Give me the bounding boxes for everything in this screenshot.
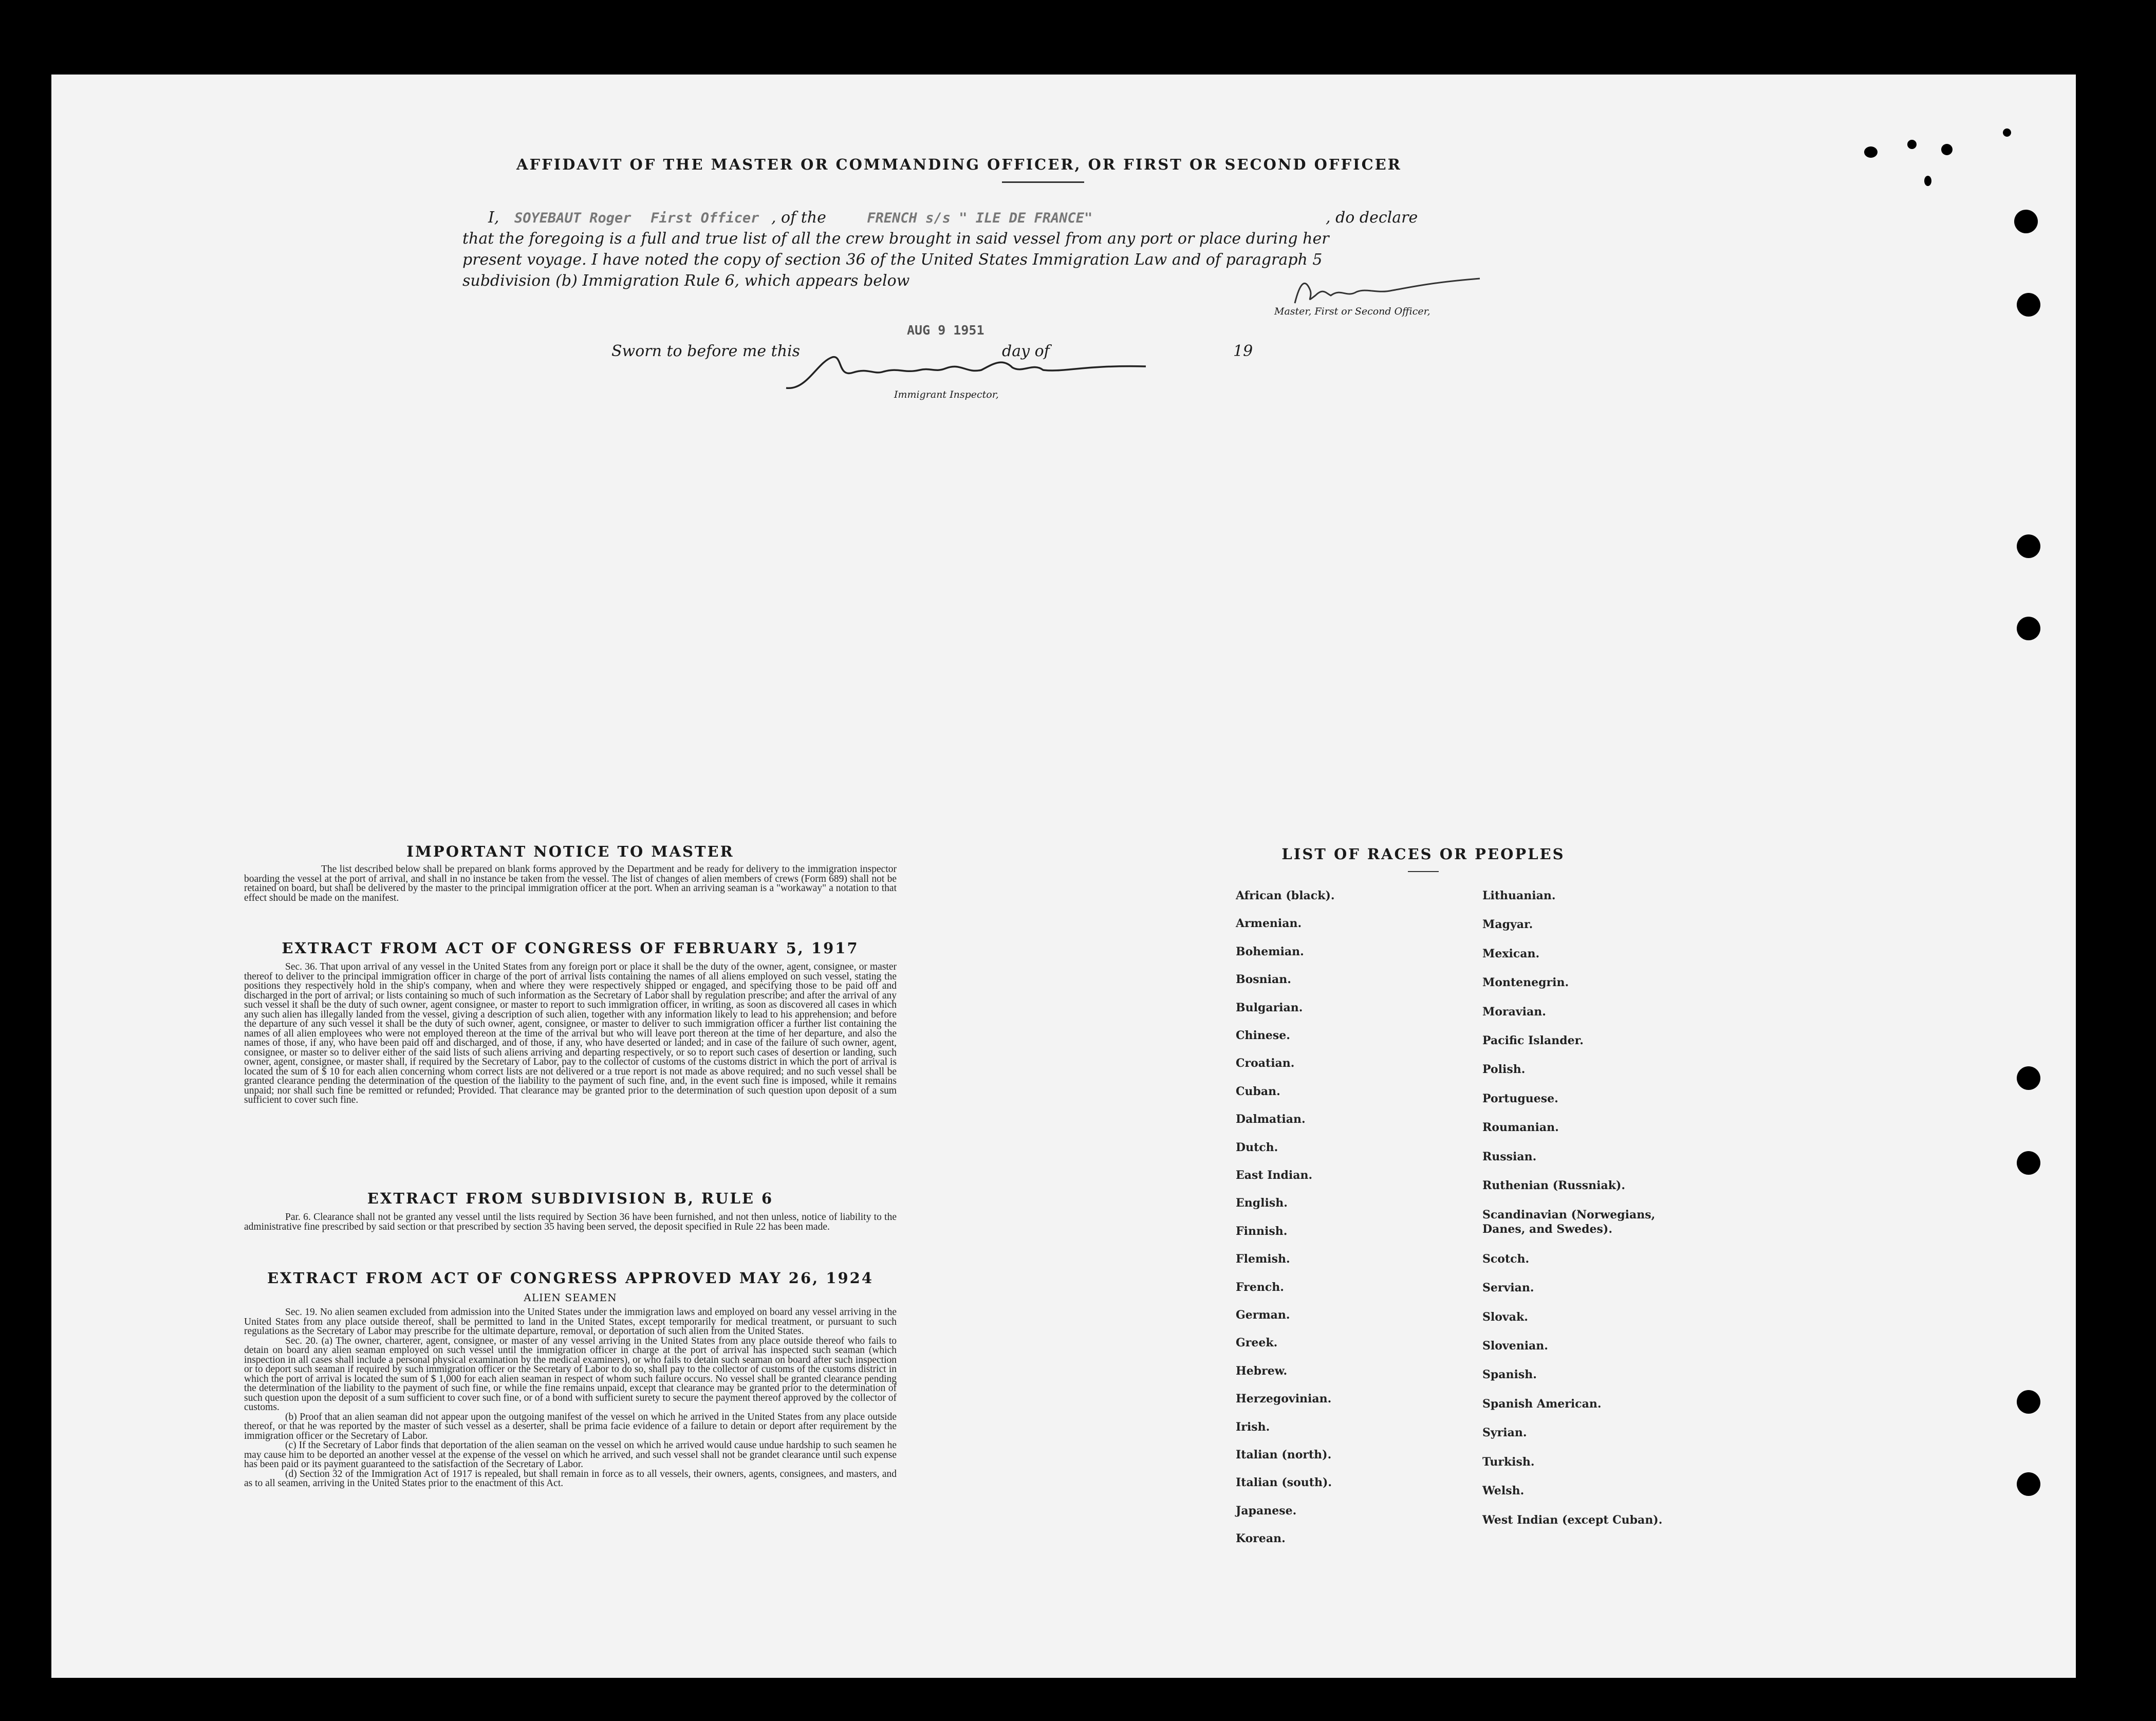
race-entry: Dutch. [1236, 1140, 1278, 1154]
race-entry: Italian (north). [1236, 1448, 1332, 1461]
race-entry: Spanish. [1482, 1368, 1537, 1382]
declaration-of-the: , of the [771, 209, 826, 227]
extract-1924-title: EXTRACT FROM ACT OF CONGRESS APPROVED MAY 26, 1924 [267, 1269, 874, 1287]
title-rule [1002, 181, 1084, 183]
race-entry: Chinese. [1236, 1029, 1290, 1042]
binder-hole [2017, 617, 2040, 640]
speck [1864, 146, 1878, 158]
extract-1924-subtitle: ALIEN SEAMEN [524, 1291, 617, 1304]
speck [1941, 144, 1953, 155]
race-entry: Moravian. [1482, 1005, 1546, 1019]
race-entry: Croatian. [1236, 1057, 1295, 1070]
race-entry: Hebrew. [1236, 1364, 1288, 1378]
race-entry: Roumanian. [1482, 1121, 1559, 1135]
declaration-line-4: subdivision (b) Immigration Rule 6, which appears below [462, 272, 910, 290]
race-entry: Portuguese. [1482, 1091, 1558, 1105]
extract-rule6-text: Par. 6. Clearance shall not be granted any vessel until the lists required by Section 36 have been furnished, and not then unless, notice of liability to the administrative fine prescribed by said section or that prescribed by section 35 having been served, the deposit specified in Rule 22 has been made. [244, 1212, 897, 1232]
race-entry: Slovenian. [1482, 1339, 1548, 1353]
extract-1924-paragraph: Sec. 20. (a) The owner, charterer, agent, consignee, or master of any vessel arriving in the United States from any place outside thereof who fails to detain on board any alien seaman employed on such vessel until the immigration officer in charge at the port of arrival has inspected such seaman (which inspection in all cases shall include a personal physical examination by the medical examiners), or who fails to detain such seaman on board after such inspection or to deport such seaman if required by such immigration officer or the Secretary of Labor to do so, shall pay to the collector of customs of the customs district in which the port of arrival is located the sum of $ 1,000 for each alien seaman in respect of whom such failure occurs. No vessel shall be granted clearance pending the determination of the liability to the payment of such fine, or while the fine remains unpaid, except that clearance may be granted prior to the determination of such question upon the deposit of a sum sufficient to cover such fine, or of a bond with sufficient surety to secure the payment thereof approved by the collector of customs. [244, 1335, 897, 1413]
declaration-line-2: that the foregoing is a full and true list of all the crew brought in said vessel from any port or place during her [462, 230, 1329, 248]
races-title-rule [1408, 871, 1439, 872]
notice-text: The list described below shall be prepared on blank forms approved by the Department and be ready for delivery to the immigration inspector boarding the vessel at the port of arrival, and shall in no instance be taken from the vessel. The list of changes of alien members of crews (Form 689) shall not be retained on board, but shall be delivered by the master to the principal immigration officer at the port. When an arriving seaman is a "workaway" a notation to that effect should be made on the manifest. [244, 864, 897, 903]
binder-hole [2014, 210, 2038, 233]
extract-1924-paragraph: (b) Proof that an alien seaman did not appear upon the outgoing manifest of the vessel on which he arrived in the United States from any place outside thereof, or that he was reported by the master of such vessel as a deserter, shall be prima facie evidence of a failure to detain or deport after requirement by the immigration officer or the Secretary of Labor. [244, 1411, 897, 1441]
race-entry: Scotch. [1482, 1252, 1530, 1266]
race-entry: Servian. [1482, 1281, 1534, 1295]
race-entry: Korean. [1236, 1532, 1286, 1546]
race-entry: Italian (south). [1236, 1476, 1332, 1490]
speck [2003, 128, 2011, 137]
extract-1924-paragraph: (d) Section 32 of the Immigration Act of 1917 is repealed, but shall remain in force as to all vessels, their owners, agents, consignees, and masters, and as to all seamen, arriving in the United States prior to the enactment of this Act. [244, 1468, 897, 1489]
binder-hole [2017, 1472, 2040, 1496]
race-entry: Greek. [1236, 1336, 1278, 1350]
declaration-i: I, [488, 209, 499, 227]
race-entry: Polish. [1482, 1063, 1526, 1077]
year-prefix: 19 [1233, 342, 1253, 360]
binder-hole [2017, 1390, 2040, 1414]
race-entry: English. [1236, 1196, 1288, 1210]
binder-hole [2017, 1151, 2040, 1175]
extract-1917-title: EXTRACT FROM ACT OF CONGRESS OF FEBRUARY 5, 1917 [282, 939, 859, 957]
race-entry: Syrian. [1482, 1426, 1527, 1440]
binder-hole [2017, 1066, 2040, 1090]
extract-rule6-title: EXTRACT FROM SUBDIVISION B, RULE 6 [367, 1190, 774, 1207]
document-sheet [51, 75, 2076, 1678]
race-entry: Flemish. [1236, 1252, 1290, 1266]
speck [1907, 140, 1917, 149]
race-entry: Ruthenian (Russniak). [1482, 1179, 1626, 1192]
date-stamp: AUG 9 1951 [907, 323, 984, 338]
race-entry: Herzegovinian. [1236, 1392, 1332, 1406]
extract-1924-paragraph: Sec. 19. No alien seamen excluded from admission into the United States under the immigration laws and employed on board any vessel arriving in the United States from any place outside thereof, shall be permitted to land in the United States, except temporarily for medical treatment, or pursuant to such regulations as the Secretary of Labor may prescribe for the ultimate departure, removal, or deportation of such alien from the United States. [244, 1307, 897, 1337]
races-title: LIST OF RACES OR PEOPLES [1281, 845, 1565, 863]
notice-title: IMPORTANT NOTICE TO MASTER [406, 843, 734, 860]
officer-caption: Master, First or Second Officer, [1274, 306, 1430, 317]
race-entry: Mexican. [1482, 947, 1540, 960]
race-entry: Lithuanian. [1482, 889, 1556, 902]
race-entry: West Indian (except Cuban). [1482, 1513, 1663, 1527]
declaration-do-declare: , do declare [1326, 209, 1418, 227]
race-entry: Bohemian. [1236, 945, 1304, 958]
binder-hole [2017, 293, 2040, 317]
race-entry: Japanese. [1236, 1504, 1297, 1518]
race-entry: Slovak. [1482, 1310, 1528, 1324]
typed-officer-name: SOYEBAUT Roger [514, 210, 631, 226]
sworn-text: Sworn to before me this [611, 342, 801, 360]
typed-vessel-name: FRENCH s/s " ILE DE FRANCE" [867, 210, 1093, 226]
race-entry: Turkish. [1482, 1455, 1535, 1469]
inspector-caption: Immigrant Inspector, [894, 389, 999, 400]
race-entry: Bulgarian. [1236, 1001, 1303, 1014]
race-entry: Scandinavian (Norwegians, Danes, and Swedes). [1482, 1208, 1656, 1236]
typed-officer-rank: First Officer [650, 210, 759, 226]
race-entry: East Indian. [1236, 1169, 1313, 1182]
race-entry: Russian. [1482, 1150, 1537, 1163]
extract-1917-text: Sec. 36. That upon arrival of any vessel in the United States from any foreign port or place it shall be the duty of the owner, agent, consignee, or master thereof to deliver to the principal immigration officer in charge of the port of arrival lists containing the names of all aliens employed on such vessel, stating the positions they respectively hold in the ship's company, when and where they were respectively shipped or engaged, and specifying those to be paid off and discharged in the port of arrival; or lists containing so much of such information as the Secretary of Labor shall by regulation prescribe; and after the arrival of any such vessel it shall be the duty of such owner, agent consignee, or master to report to such immigration officer, in writing, as soon as discovered all cases in which any such alien has illegally landed from the vessel, giving a description of such alien, together with any information likely to lead to his apprehension; and before the departure of any such vessel it shall be the duty of such owner, agent, consignee, or master to deliver to such immigration officer a further list containing the names of all alien employees who were not employed thereon at the time of the arrival but who will leave port thereon at the time of her departure, and also the names of those, if any, who have been paid off and discharged, and of those, if any, who have deserted or landed; and in case of the failure of such owner, agent, consignee, or master so to deliver either of the said lists of such aliens arriving and departing respectively, or so to report such cases of desertion or landing, such owner, agent, consignee, or master shall, if required by the Secretary of Labor, pay to the collector of customs of the customs district in which the port of arrival is located the sum of $ 10 for each alien concerning whom correct lists are not delivered or a true report is not made as above required; and no such vessel shall be granted clearance pending the determination of the question of the liability to the payment of such fine, and, in the event such fine is imposed, while it remains unpaid; nor shall such fine be remitted or refunded; Provided. That clearance may be granted prior to the determination of such question upon deposit of a sum sufficient to cover such fine. [244, 961, 897, 1105]
declaration-line-1 [488, 207, 1092, 229]
race-entry: Armenian. [1236, 917, 1302, 931]
race-entry: Magyar. [1482, 918, 1533, 932]
race-entry: French. [1236, 1280, 1284, 1294]
race-entry: Pacific Islander. [1482, 1034, 1584, 1047]
speck [1924, 176, 1931, 186]
affidavit-title: AFFIDAVIT OF THE MASTER OR COMMANDING OFFICER, OR FIRST OR SECOND OFFICER [516, 156, 1402, 173]
race-entry: Finnish. [1236, 1224, 1288, 1238]
extract-1924-body [244, 1308, 897, 1489]
race-entry: Bosnian. [1236, 973, 1291, 987]
binder-hole [2017, 534, 2040, 558]
extract-1924-paragraph: (c) If the Secretary of Labor finds that deportation of the alien seaman on the vessel on which he arrived would cause undue hardship to such seamen he may cause him to be deported an another vessel at the expense of the vessel on which he arrived, and such vessel shall not be grandet clearance until such expense has been paid or its payment guaranteed to the satisfaction of the Secretary of Labor. [244, 1440, 897, 1470]
race-entry: Dalmatian. [1236, 1113, 1306, 1126]
race-entry: Irish. [1236, 1420, 1270, 1434]
race-entry: African (black). [1236, 889, 1335, 902]
declaration-line-3: present voyage. I have noted the copy of section 36 of the United States Immigration Law and of paragraph 5 [462, 251, 1323, 269]
day-of-text: day of [1002, 342, 1050, 360]
race-entry: Cuban. [1236, 1084, 1280, 1098]
race-entry: Welsh. [1482, 1484, 1525, 1497]
race-entry: German. [1236, 1308, 1290, 1322]
race-entry: Montenegrin. [1482, 976, 1569, 990]
race-entry: Spanish American. [1482, 1397, 1602, 1411]
